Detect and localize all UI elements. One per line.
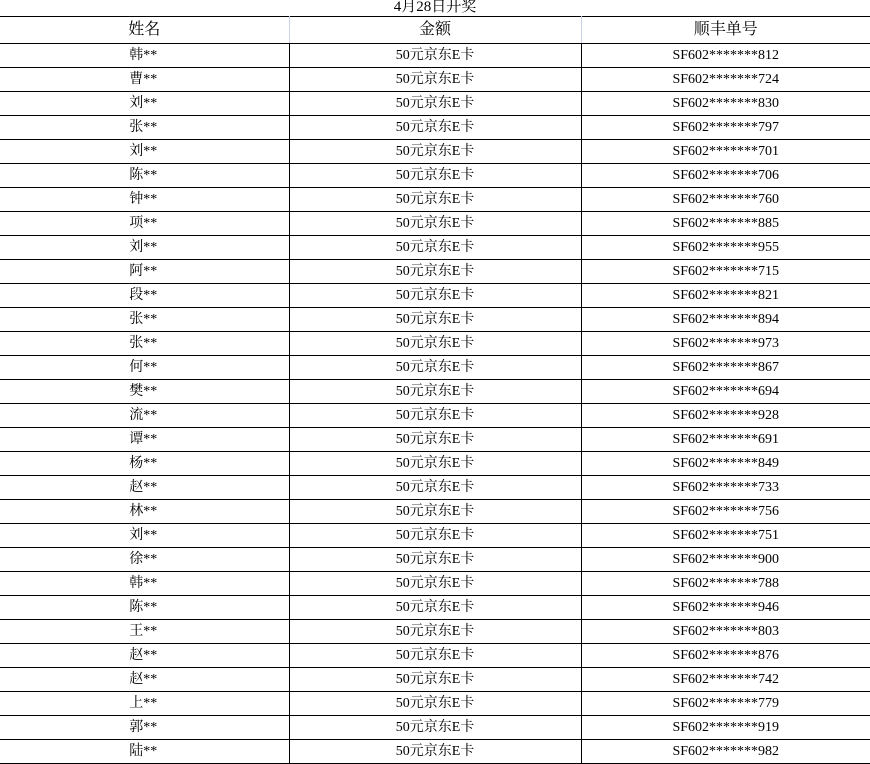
tracking-number-cell: SF602*******694 <box>581 380 870 404</box>
tracking-number-cell: SF602*******885 <box>581 212 870 236</box>
amount-cell: 50元京东E卡 <box>289 596 581 620</box>
table-row <box>0 620 870 644</box>
tracking-number-cell: SF602*******946 <box>581 596 870 620</box>
table-row <box>0 476 870 500</box>
table-row <box>0 740 870 764</box>
header-row <box>0 17 870 44</box>
amount-cell: 50元京东E卡 <box>289 428 581 452</box>
tracking-number-cell: SF602*******876 <box>581 644 870 668</box>
tracking-number-cell: SF602*******715 <box>581 260 870 284</box>
name-cell: 王** <box>0 620 289 644</box>
winners-table <box>0 16 870 764</box>
table-row <box>0 308 870 332</box>
name-cell: 赵** <box>0 668 289 692</box>
name-cell: 林** <box>0 500 289 524</box>
name-cell: 谭** <box>0 428 289 452</box>
name-cell: 张** <box>0 116 289 140</box>
sheet-title: 4月28日开奖 <box>393 0 477 15</box>
amount-cell: 50元京东E卡 <box>289 308 581 332</box>
name-cell: 张** <box>0 308 289 332</box>
name-cell: 何** <box>0 356 289 380</box>
tracking-number-cell: SF602*******982 <box>581 740 870 764</box>
column-header-amount: 金额 <box>289 17 581 44</box>
amount-cell: 50元京东E卡 <box>289 116 581 140</box>
tracking-number-cell: SF602*******928 <box>581 404 870 428</box>
tracking-number-cell: SF602*******973 <box>581 332 870 356</box>
table-row <box>0 596 870 620</box>
table-row <box>0 548 870 572</box>
name-cell: 陈** <box>0 164 289 188</box>
amount-cell: 50元京东E卡 <box>289 164 581 188</box>
table-row <box>0 404 870 428</box>
name-cell: 杨** <box>0 452 289 476</box>
column-header-name: 姓名 <box>0 17 289 44</box>
tracking-number-cell: SF602*******955 <box>581 236 870 260</box>
tracking-number-cell: SF602*******760 <box>581 188 870 212</box>
table-row <box>0 284 870 308</box>
name-cell: 陆** <box>0 740 289 764</box>
amount-cell: 50元京东E卡 <box>289 356 581 380</box>
name-cell: 陈** <box>0 596 289 620</box>
tracking-number-cell: SF602*******742 <box>581 668 870 692</box>
amount-cell: 50元京东E卡 <box>289 620 581 644</box>
amount-cell: 50元京东E卡 <box>289 692 581 716</box>
name-cell: 曹** <box>0 68 289 92</box>
table-row <box>0 692 870 716</box>
amount-cell: 50元京东E卡 <box>289 92 581 116</box>
tracking-number-cell: SF602*******803 <box>581 620 870 644</box>
tracking-number-cell: SF602*******894 <box>581 308 870 332</box>
name-cell: 项** <box>0 212 289 236</box>
tracking-number-cell: SF602*******751 <box>581 524 870 548</box>
amount-cell: 50元京东E卡 <box>289 716 581 740</box>
name-cell: 赵** <box>0 644 289 668</box>
tracking-number-cell: SF602*******797 <box>581 116 870 140</box>
tracking-number-cell: SF602*******701 <box>581 140 870 164</box>
table-row <box>0 164 870 188</box>
amount-cell: 50元京东E卡 <box>289 236 581 260</box>
amount-cell: 50元京东E卡 <box>289 572 581 596</box>
amount-cell: 50元京东E卡 <box>289 740 581 764</box>
name-cell: 韩** <box>0 44 289 68</box>
table-row <box>0 356 870 380</box>
tracking-number-cell: SF602*******724 <box>581 68 870 92</box>
table-row <box>0 44 870 68</box>
table-row <box>0 452 870 476</box>
amount-cell: 50元京东E卡 <box>289 284 581 308</box>
amount-cell: 50元京东E卡 <box>289 404 581 428</box>
tracking-number-cell: SF602*******779 <box>581 692 870 716</box>
table-row <box>0 260 870 284</box>
amount-cell: 50元京东E卡 <box>289 188 581 212</box>
table-row <box>0 428 870 452</box>
table-row <box>0 68 870 92</box>
amount-cell: 50元京东E卡 <box>289 44 581 68</box>
amount-cell: 50元京东E卡 <box>289 68 581 92</box>
name-cell: 阿** <box>0 260 289 284</box>
table-row <box>0 236 870 260</box>
table-row <box>0 140 870 164</box>
name-cell: 张** <box>0 332 289 356</box>
name-cell: 钟** <box>0 188 289 212</box>
amount-cell: 50元京东E卡 <box>289 476 581 500</box>
amount-cell: 50元京东E卡 <box>289 668 581 692</box>
amount-cell: 50元京东E卡 <box>289 140 581 164</box>
table-row <box>0 572 870 596</box>
table-row <box>0 500 870 524</box>
tracking-number-cell: SF602*******821 <box>581 284 870 308</box>
amount-cell: 50元京东E卡 <box>289 332 581 356</box>
amount-cell: 50元京东E卡 <box>289 212 581 236</box>
table-row <box>0 188 870 212</box>
name-cell: 徐** <box>0 548 289 572</box>
table-row <box>0 92 870 116</box>
name-cell: 郭** <box>0 716 289 740</box>
name-cell: 樊** <box>0 380 289 404</box>
amount-cell: 50元京东E卡 <box>289 524 581 548</box>
amount-cell: 50元京东E卡 <box>289 380 581 404</box>
amount-cell: 50元京东E卡 <box>289 548 581 572</box>
amount-cell: 50元京东E卡 <box>289 260 581 284</box>
table-row <box>0 116 870 140</box>
name-cell: 刘** <box>0 92 289 116</box>
tracking-number-cell: SF602*******691 <box>581 428 870 452</box>
name-cell: 刘** <box>0 236 289 260</box>
amount-cell: 50元京东E卡 <box>289 452 581 476</box>
tracking-number-cell: SF602*******812 <box>581 44 870 68</box>
tracking-number-cell: SF602*******849 <box>581 452 870 476</box>
tracking-number-cell: SF602*******830 <box>581 92 870 116</box>
table-row <box>0 380 870 404</box>
table-row <box>0 524 870 548</box>
tracking-number-cell: SF602*******756 <box>581 500 870 524</box>
table-row <box>0 716 870 740</box>
tracking-number-cell: SF602*******706 <box>581 164 870 188</box>
table-row <box>0 644 870 668</box>
table-row <box>0 668 870 692</box>
tracking-number-cell: SF602*******867 <box>581 356 870 380</box>
table-body <box>0 44 870 764</box>
name-cell: 流** <box>0 404 289 428</box>
table-row <box>0 332 870 356</box>
name-cell: 段** <box>0 284 289 308</box>
tracking-number-cell: SF602*******733 <box>581 476 870 500</box>
tracking-number-cell: SF602*******788 <box>581 572 870 596</box>
name-cell: 刘** <box>0 524 289 548</box>
table-row <box>0 212 870 236</box>
name-cell: 刘** <box>0 140 289 164</box>
name-cell: 上** <box>0 692 289 716</box>
column-header-tracking: 顺丰单号 <box>581 17 870 44</box>
name-cell: 赵** <box>0 476 289 500</box>
amount-cell: 50元京东E卡 <box>289 644 581 668</box>
name-cell: 韩** <box>0 572 289 596</box>
amount-cell: 50元京东E卡 <box>289 500 581 524</box>
tracking-number-cell: SF602*******900 <box>581 548 870 572</box>
tracking-number-cell: SF602*******919 <box>581 716 870 740</box>
